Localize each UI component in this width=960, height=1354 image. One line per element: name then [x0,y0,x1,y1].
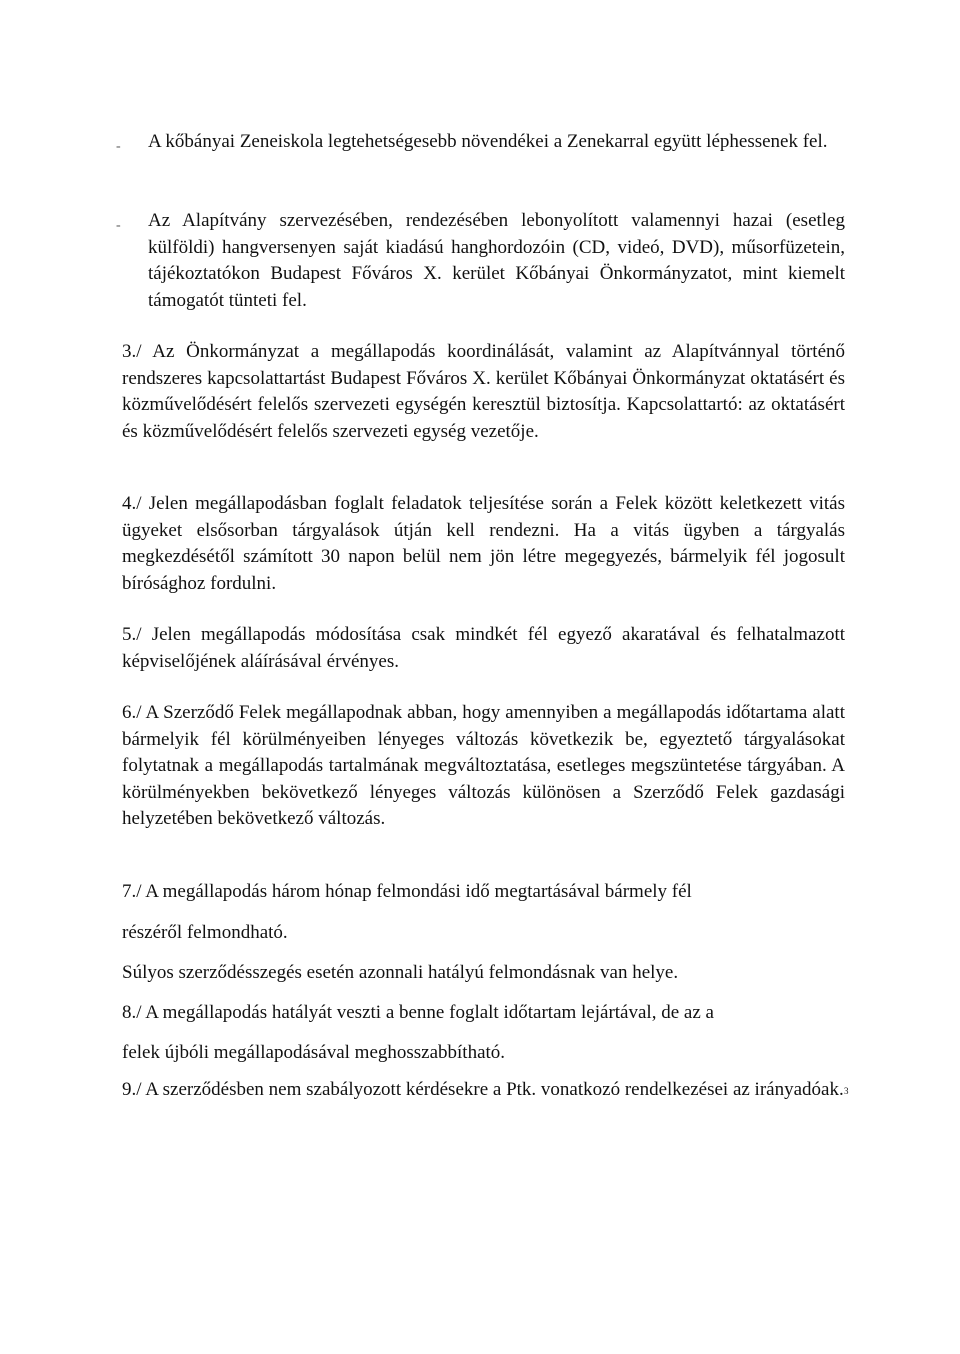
paragraph-7-line-2: részéről felmondható. [122,922,288,943]
paragraph-9: 9./ A szerződésben nem szabályozott kérdésekre a Ptk. vonatkozó rendelkezései az irányadóak. [122,1079,844,1100]
paragraph-3: 3./ Az Önkormányzat a megállapodás koordinálását, valamint az Alapítvánnyal történő rendszeres kapcsolattartást Budapest Főváros X. kerület Kőbányai Önkormányzat oktatásért és közművelődésért felelős szervezeti egységén keresztül biztosítja. Kapcsolattartó: az oktatásért és közművelődésért felelős szervezeti egység vezetője. [122,341,845,442]
paragraph-4: 4./ Jelen megállapodásban foglalt feladatok teljesítése során a Felek között keletkezett vitás ügyeket elsősorban tárgyalások útján kell rendezni. Ha a vitás ügyben a tárgyalás megkezdésétől számított 30 napon belül nem jön létre megegyezés, bármelyik fél jogosult bírósághoz fordulni. [122,493,845,594]
paragraph-7-line-1: 7./ A megállapodás három hónap felmondási idő megtartásával bármely fél [122,881,692,902]
bullet-marker: - [116,139,121,154]
page-number: 3 [844,1086,849,1096]
paragraph-6: 6./ A Szerződő Felek megállapodnak abban, hogy amennyiben a megállapodás időtartama alatt bármelyik fél körülményeiben lényeges változás következik be, egyeztető tárgyalásokat folytatnak a megállapodás tartalmának megváltoztatása, esetleges megszüntetése tárgyában. A körülményekben bekövetkező lényeges változás különösen a Szerződő Felek gazdasági helyzetében bekövetkező változás. [122,702,845,829]
paragraph-8-line-2: felek újbóli megállapodásával meghosszabbítható. [122,1042,506,1063]
bullet-item-alapitvany: Az Alapítvány szervezésében, rendezésében lebonyolított valamennyi hazai (esetleg külföldi) hangversenyen saját kiadású hanghordozóin (CD, videó, DVD), műsorfüzetein, tájékoztatókon Budapest Főváros X. kerület Kőbányai Önkormányzatot, mint kiemelt támogatót tünteti fel. [148,210,845,311]
paragraph-7-line-3: Súlyos szerződésszegés esetén azonnali hatályú felmondásnak van helye. [122,962,679,983]
bullet-marker: - [116,218,121,233]
paragraph-8-line-1: 8./ A megállapodás hatályát veszti a benne foglalt időtartam lejártával, de az a [122,1002,714,1023]
bullet-item-zeneiskola: A kőbányai Zeneiskola legtehetségesebb növendékei a Zenekarral együtt léphessenek fel. [148,131,828,152]
paragraph-5: 5./ Jelen megállapodás módosítása csak mindkét fél egyező akaratával és felhatalmazott képviselőjének aláírásával érvényes. [122,624,845,672]
